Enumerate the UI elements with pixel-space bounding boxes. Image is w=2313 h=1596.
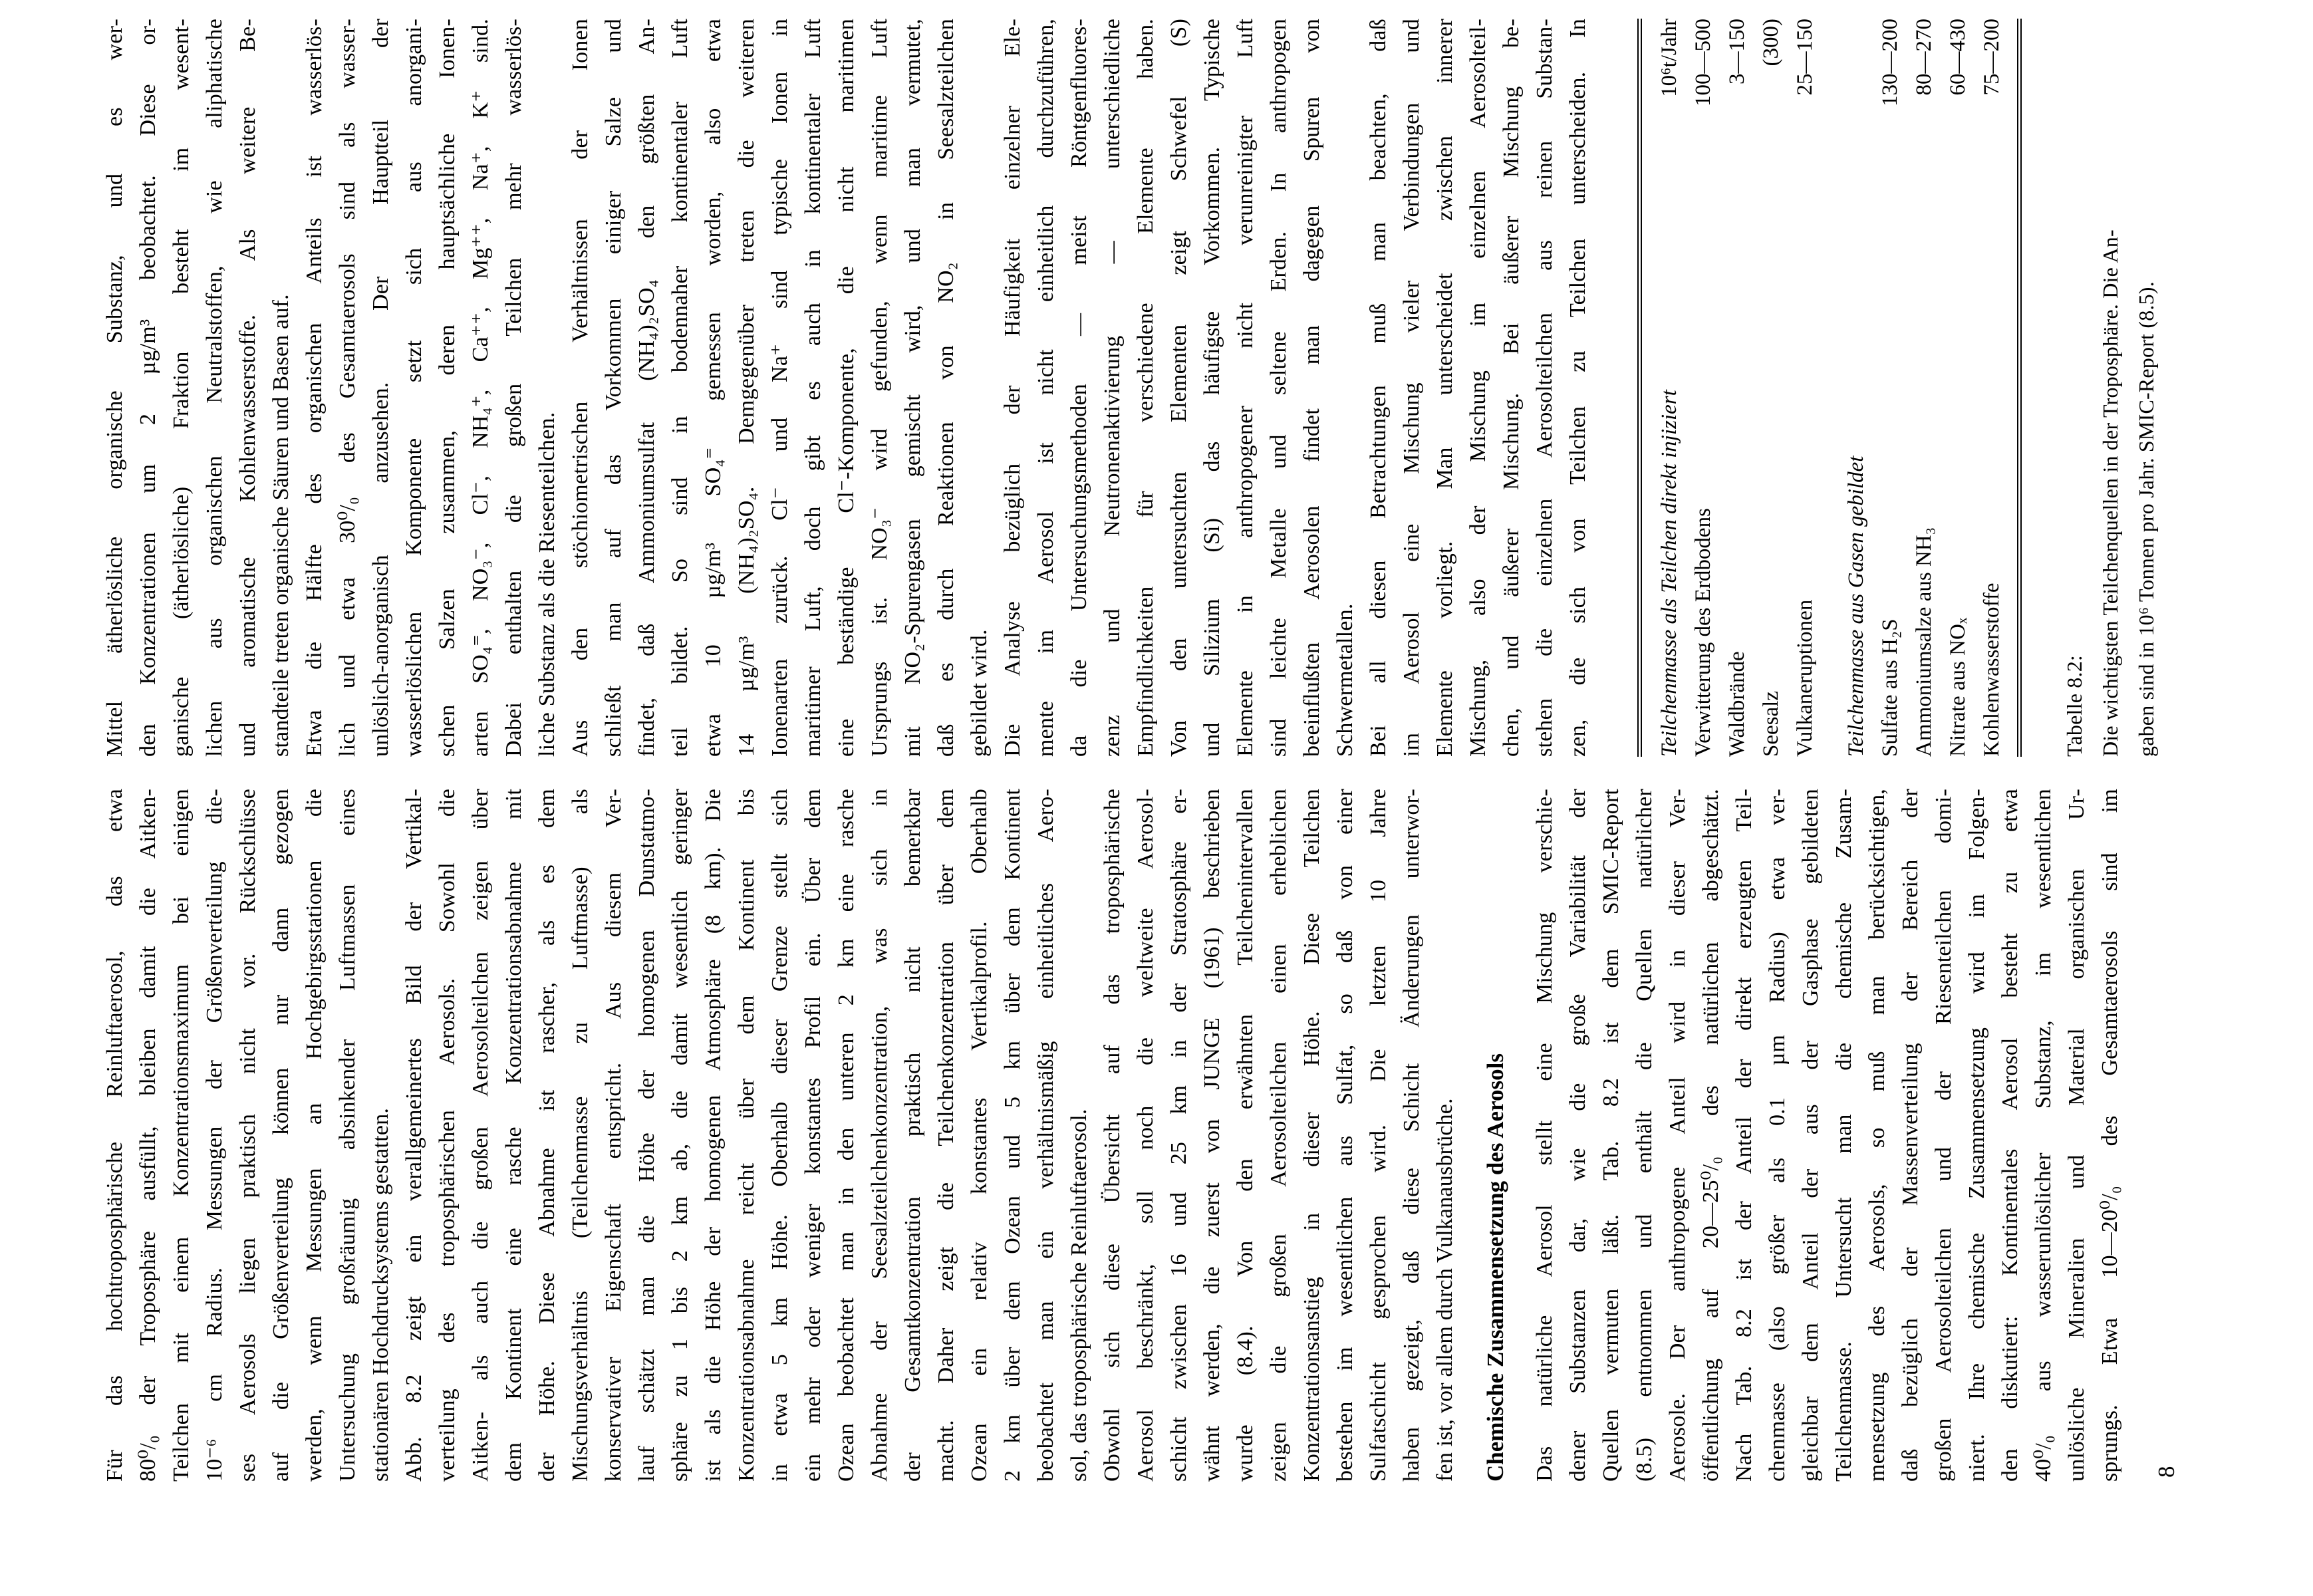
text-line: findet, daß Ammoniumsulfat (NH₄)₂SO₄ den größten An- — [634, 19, 659, 757]
text-line: Für das hochtroposphärische Reinluftaerosol, das etwa — [102, 789, 127, 1482]
paragraph-block — [1528, 789, 2127, 1482]
text-line: und aromatische Kohlenwasserstoffe. Als weitere Be- — [235, 19, 260, 757]
text-line: Sulfatschicht gesprochen wird. Die letzten 10 Jahre — [1366, 789, 1391, 1482]
text-line: den Konzentrationen um 2 µg/m³ beobachtet. Diese or- — [136, 19, 160, 757]
table-row — [1873, 19, 1907, 757]
text-line: Ozean beobachtet man in den unteren 2 km eine rasche — [834, 789, 859, 1482]
text-line: den diskutiert: Kontinentales Aerosol besteht zu etwa — [1998, 789, 2022, 1482]
text-line: Teilchen mit einem Konzentrationsmaximum bei einigen — [169, 789, 194, 1482]
text-line: schicht zwischen 16 und 25 km in der Stratosphäre er- — [1166, 789, 1191, 1482]
paragraph-block — [98, 19, 1595, 757]
text-line: Dabei enthalten die großen Teilchen mehr wasserlös- — [501, 19, 526, 757]
paragraph-block — [98, 789, 1462, 1482]
text-line: ein mehr oder weniger konstantes Profil ein. Über dem — [801, 789, 825, 1482]
text-line: eine beständige Cl⁻-Komponente, die nicht maritimen — [834, 19, 859, 757]
text-line: haben gezeigt, daß diese Schicht Änderungen unterwor- — [1399, 789, 1424, 1482]
text-line: Untersuchung großräumig absinkender Luftmassen eines — [335, 789, 360, 1482]
table-row — [1788, 19, 1822, 757]
text-line: Quellen vermuten läßt. Tab. 8.2 ist dem SMIC-Report — [1599, 789, 1623, 1482]
text-line: gebildet wird. — [967, 629, 992, 757]
text-line: Von den untersuchten Elementen zeigt Schwefel (S) — [1166, 19, 1191, 757]
table-row — [1941, 19, 1975, 757]
text-line: dem Kontinent eine rasche Konzentrationsabnahme mit — [501, 789, 526, 1482]
table-row-label: Sulfate aus H₂S — [1878, 618, 1902, 757]
text-line: Mittel ätherlösliche organische Substanz, und es wer- — [102, 19, 127, 757]
text-line: mente im Aerosol ist nicht einheitlich durchzuführen, — [1033, 19, 1058, 757]
text-line: Die Analyse bezüglich der Häufigkeit einzelner Ele- — [1000, 19, 1025, 757]
text-line: maritimer Luft, doch gibt es auch in kontinentaler Luft — [801, 19, 825, 757]
text-line: im Aerosol eine Mischung vieler Verbindungen und — [1399, 19, 1424, 757]
text-line: Konzentrationsanstieg in dieser Höhe. Diese Teilchen — [1299, 789, 1324, 1482]
table-row-value: 100—500 — [1691, 19, 1715, 106]
text-line: wasserlöslichen Komponente setzt sich aus anorgani- — [402, 19, 426, 757]
text-line: Ozean ein relativ konstantes Vertikalprofil. Oberhalb — [967, 789, 992, 1482]
text-line: liche Substanz als die Riesenteilchen. — [535, 412, 559, 757]
text-line: werden, wenn Messungen an Hochgebirgsstationen die — [302, 789, 327, 1482]
text-line: Konzentrationsabnahme reicht über dem Kontinent bis — [734, 789, 759, 1482]
text-line: daß es durch Reaktionen von NO₂ in Seesalzteilchen — [934, 19, 958, 757]
text-line: Ursprungs ist. NO₃⁻ wird gefunden, wenn maritime Luft — [867, 19, 892, 757]
table-row-value: (300) — [1759, 19, 1783, 66]
text-line: sprungs. Etwa 10—20⁰/₀ des Gesamtaerosols sind im — [2098, 789, 2122, 1482]
text-line: zen, die sich von Teilchen zu Teilchen unterscheiden. In — [1565, 19, 1590, 757]
text-line: chenmasse (also größer als 0.1 µm Radius) etwa ver- — [1765, 789, 1790, 1482]
text-line: chen, und äußerer Mischung. Bei äußerer Mischung be- — [1499, 19, 1524, 757]
text-line: lauf schätzt man die Höhe der homogenen Dunstatmo- — [634, 789, 659, 1482]
left-text-column — [98, 789, 2164, 1482]
text-line: 40⁰/₀ aus wasserunlöslicher Substanz, im wesentlichen — [2031, 789, 2056, 1482]
text-line: Mischungsverhältnis (Teilchenmasse zu Luftmasse) als — [568, 789, 593, 1482]
text-line: schließt man auf das Vorkommen einiger Salze und — [601, 19, 626, 757]
text-line: wurde (8.4). Von den erwähnten Teilchenintervallen — [1233, 789, 1258, 1482]
text-line: fen ist, vor allem durch Vulkanausbrüche. — [1432, 1098, 1457, 1482]
text-line: gleichbar dem Anteil der aus der Gasphase gebildeten — [1798, 789, 1823, 1482]
table-row-label: Teilchenmasse aus Gasen gebildet — [1844, 456, 1868, 757]
table-header-row — [1653, 19, 1687, 757]
text-line: teil bildet. So sind in bodennaher kontinentaler Luft — [668, 19, 692, 757]
page-number: 8 — [2153, 1466, 2179, 1478]
section-heading: Chemische Zusammensetzung des Aerosols — [1482, 1053, 1508, 1482]
table-row — [1687, 19, 1720, 757]
text-line: dener Substanzen dar, wie die große Variabilität der — [1565, 789, 1590, 1482]
text-line: in etwa 5 km Höhe. Oberhalb dieser Grenze stellt sich — [767, 789, 792, 1482]
table-row — [1975, 19, 2009, 757]
text-line: unlöslich-anorganisch anzusehen. Der Hauptteil der — [368, 19, 393, 757]
text-line: zeigen die großen Aerosolteilchen einen erheblichen — [1266, 789, 1291, 1482]
text-line: arten SO₄⁼, NO₃⁻, Cl⁻, NH₄⁺, Ca⁺⁺, Mg⁺⁺, Na⁺, K⁺ sind. — [468, 19, 493, 757]
table-header-label: Teilchenmasse als Teilchen direkt injiziert — [1657, 390, 1681, 757]
right-text-column — [98, 19, 2164, 757]
table-row-label: Kohlenwasserstoffe — [1980, 583, 2004, 757]
text-line: ist als die Höhe der homogenen Atmosphäre (8 km). Die — [701, 789, 726, 1482]
text-line: mensetzung des Aerosols, so muß man berücksichtigen, — [1865, 789, 1889, 1482]
text-line: 2 km über dem Ozean und 5 km über dem Kontinent — [1000, 789, 1025, 1482]
text-line: der Gesamtkonzentration praktisch nicht bemerkbar — [900, 789, 925, 1482]
table-row-value: 60—430 — [1946, 19, 1970, 96]
text-line: Empfindlichkeiten für verschiedene Elemente haben. — [1133, 19, 1158, 757]
text-line: beobachtet man ein verhältnismäßig einheitliches Aero- — [1033, 789, 1058, 1482]
text-line: Die wichtigsten Teilchenquellen in der Troposphäre. Die An- — [2098, 229, 2122, 757]
text-line: konservativer Eigenschaft entspricht. Aus diesem Ver- — [601, 789, 626, 1482]
table-row-label: Ammoniumsalze aus NH₃ — [1912, 527, 1936, 757]
text-line: schen Salzen zusammen, deren hauptsächliche Ionen- — [435, 19, 460, 757]
table-row — [1754, 19, 1788, 757]
table-row-value: 25—150 — [1793, 19, 1817, 96]
text-line: ganische (ätherlösliche) Fraktion besteht im wesent- — [169, 19, 194, 757]
text-line: öffentlichung auf 20—25⁰/₀ des natürlichen abgeschätzt. — [1699, 789, 1723, 1482]
text-line: etwa 10 µg/m³ SO₄⁼ gemessen worden, also etwa — [701, 19, 726, 757]
text-line: der Höhe. Diese Abnahme ist rascher, als es dem — [535, 789, 559, 1482]
table-body — [1687, 19, 2009, 757]
text-line: und Silizium (Si) das häufigste Vorkommen. Typische — [1200, 19, 1224, 757]
text-line: Etwa die Hälfte des organischen Anteils ist wasserlös- — [302, 19, 327, 757]
text-line: Bei all diesen Betrachtungen muß man beachten, daß — [1366, 19, 1391, 757]
table-row-label: Verwitterung des Erdbodens — [1691, 508, 1715, 757]
text-line: verteilung des troposphärischen Aerosols. Sowohl die — [435, 789, 460, 1482]
table-row-label: Seesalz — [1759, 691, 1783, 757]
text-line: sphäre zu 1 bis 2 km ab, die damit wesentlich geringer — [668, 789, 692, 1482]
table-row-value: 80—270 — [1912, 19, 1936, 96]
text-line: 10⁻⁶ cm Radius. Messungen der Größenverteilung die- — [202, 789, 227, 1482]
text-line: Schwermetallen. — [1333, 603, 1357, 757]
text-line: lich und etwa 30⁰/₀ des Gesamtaerosols sind als wasser- — [335, 19, 360, 757]
text-line: Abnahme der Seesalzteilchenkonzentration, was sich in — [867, 789, 892, 1482]
table-row-value: 130—200 — [1878, 19, 1902, 106]
table-row-value: 3—150 — [1725, 19, 1749, 84]
text-line: mit NO₂-Spurengasen gemischt wird, und man vermutet, — [900, 19, 925, 757]
text-line: sol, das troposphärische Reinluftaerosol. — [1067, 1109, 1091, 1482]
text-line: Nach Tab. 8.2 ist der Anteil der direkt erzeugten Teil- — [1732, 789, 1756, 1482]
text-line: Aitken- als auch die großen Aerosolteilchen zeigen über — [468, 789, 493, 1482]
text-line: beeinflußten Aerosolen findet man dagegen Spuren von — [1299, 19, 1324, 757]
text-line: großen Aerosolteilchen und der Riesenteilchen domi- — [1931, 789, 1956, 1482]
text-line: standteile treten organische Säuren und Basen auf. — [269, 294, 293, 757]
text-line: sind leichte Metalle und seltene Erden. In anthropogen — [1266, 19, 1291, 757]
table-row-value: 75—200 — [1980, 19, 2004, 96]
table-caption — [2056, 19, 2164, 757]
text-line: lichen aus organischen Neutralstoffen, wie aliphatische — [202, 19, 227, 757]
table-row — [1907, 19, 1941, 757]
text-line: bestehen im wesentlichen aus Sulfat, so daß von einer — [1333, 789, 1357, 1482]
text-line: stehen die einzelnen Aerosolteilchen aus reinen Substan- — [1532, 19, 1557, 757]
text-line: Abb. 8.2 zeigt ein verallgemeinertes Bild der Vertikal- — [402, 789, 426, 1482]
table-row-label: Nitrate aus NOₓ — [1946, 617, 1970, 757]
text-line: Elemente vorliegt. Man unterscheidet zwischen innerer — [1432, 19, 1457, 757]
text-line: unlösliche Mineralien und Material organischen Ur- — [2064, 789, 2089, 1482]
text-line: Elemente in anthropogener nicht verunreinigter Luft — [1233, 19, 1258, 757]
text-line: Teilchenmasse. Untersucht man die chemische Zusam- — [1832, 789, 1856, 1482]
text-line: Ionenarten zurück. Cl⁻ und Na⁺ sind typische Ionen in — [767, 19, 792, 757]
text-line: (8.5) entnommen und enthält die Quellen natürlicher — [1632, 789, 1657, 1482]
text-line: macht. Daher zeigt die Teilchenkonzentration über dem — [934, 789, 958, 1482]
table-row — [1839, 19, 1873, 757]
text-line: Mischung, also der Mischung im einzelnen Aerosolteil- — [1466, 19, 1490, 757]
text-line: 80⁰/₀ der Troposphäre ausfüllt, bleiben damit die Aitken- — [136, 789, 160, 1482]
table-8-2 — [1637, 19, 2022, 757]
text-line: da die Untersuchungsmethoden — meist Röntgenfluores- — [1067, 19, 1091, 757]
table-unit-header: 10⁶t/Jahr — [1657, 19, 1681, 97]
text-line: Aerosol beschränkt, soll noch die weltweite Aerosol- — [1133, 789, 1158, 1482]
text-line: zenz und Neutronenaktivierung — unterschiedliche — [1100, 19, 1125, 757]
text-line: gaben sind in 10⁶ Tonnen pro Jahr. SMIC-Report (8.5). — [2134, 281, 2158, 757]
text-line: Aus den stöchiometrischen Verhältnissen der Ionen — [568, 19, 593, 757]
page-content — [98, 19, 2164, 1482]
text-line: wähnt werden, die zuerst von JUNGE (1961) beschrieben — [1200, 789, 1224, 1482]
text-line: Aerosole. Der anthropogene Anteil wird in dieser Ver- — [1665, 789, 1690, 1482]
table-row-label: Waldbrände — [1725, 651, 1749, 757]
text-line: Obwohl sich diese Übersicht auf das troposphärische — [1100, 789, 1125, 1482]
table-row-label: Vulkaneruptionen — [1793, 599, 1817, 757]
text-line: niert. Ihre chemische Zusammensetzung wird im Folgen- — [1965, 789, 1989, 1482]
text-line: ses Aerosols liegen praktisch nicht vor. Rückschlüsse — [235, 789, 260, 1482]
text-line: daß bezüglich der Massenverteilung der Bereich der — [1898, 789, 1923, 1482]
text-line: Das natürliche Aerosol stellt eine Mischung verschie- — [1532, 789, 1557, 1482]
text-line: auf die Größenverteilung können nur dann gezogen — [269, 789, 293, 1482]
text-line: stationären Hochdrucksystems gestatten. — [368, 1107, 393, 1482]
text-line: 14 µg/m³ (NH₄)₂SO₄. Demgegenüber treten die weiteren — [734, 19, 759, 757]
text-line: Tabelle 8.2: — [2062, 655, 2086, 757]
table-row — [1720, 19, 1754, 757]
